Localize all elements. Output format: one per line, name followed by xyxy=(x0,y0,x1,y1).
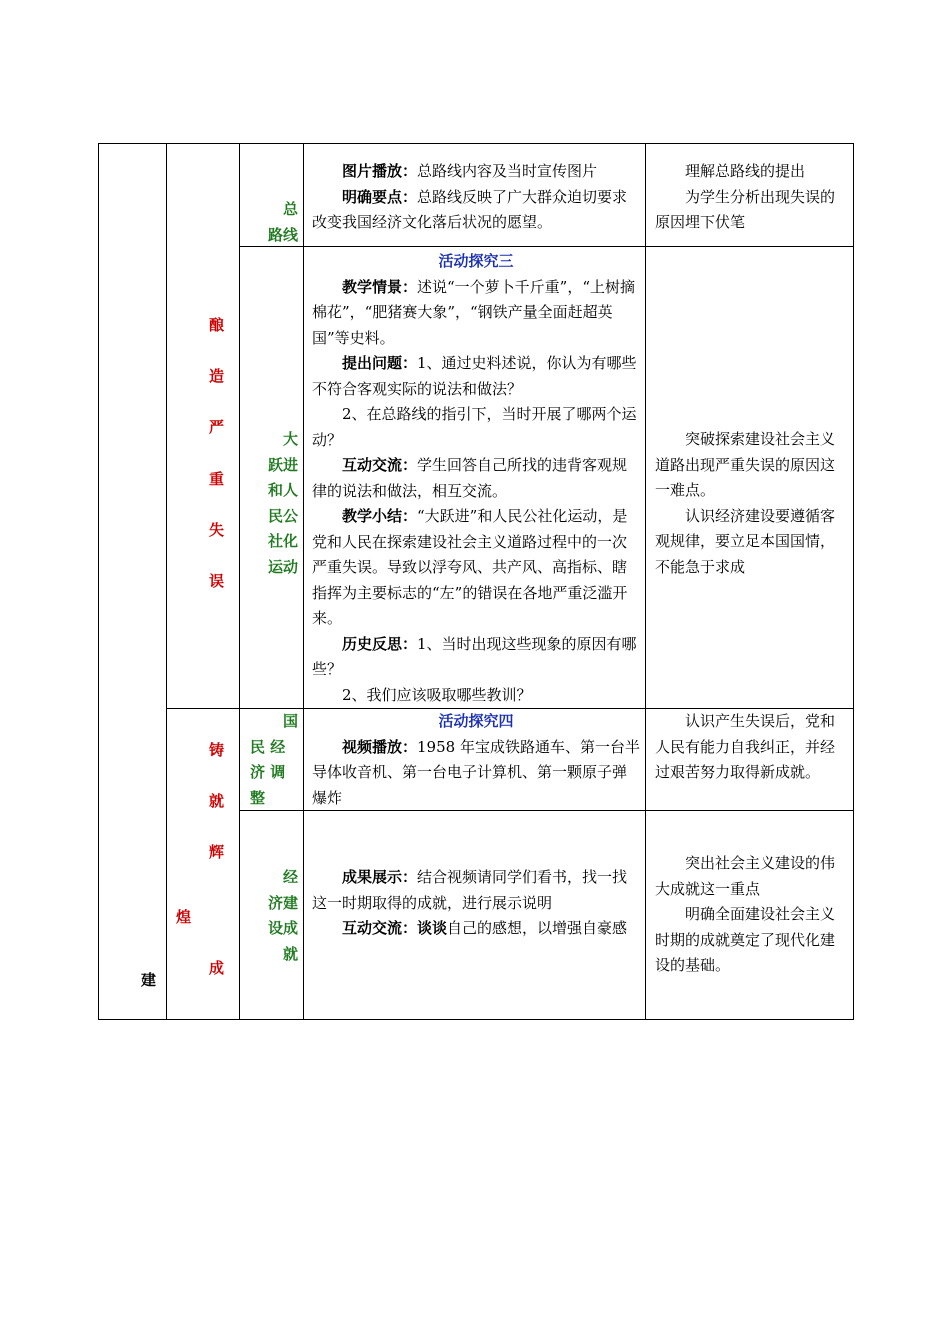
content-paragraph xyxy=(312,504,640,632)
goal-paragraph: 突出社会主义建设的伟大成就这一重点 xyxy=(655,854,836,898)
para-label: 互动交流： xyxy=(342,456,418,474)
para-text: 2、在总路线的指引下，当时开展了哪两个运动？ xyxy=(312,405,637,449)
para-label: 图片播放： xyxy=(342,162,418,180)
activity-title: 活动探究三 xyxy=(438,252,514,270)
content-paragraph xyxy=(312,351,640,402)
topic-line: 路线 xyxy=(267,225,298,244)
para-text: 结合视频请同学们看书，找一找这一时期取得的成就，进行展示说明 xyxy=(312,868,628,912)
col-divider-3 xyxy=(303,143,304,1020)
stage-char: 就 xyxy=(209,792,225,811)
goal-paragraph: 为学生分析出现失误的原因埋下伏笔 xyxy=(655,187,836,231)
table-border-top xyxy=(98,143,854,144)
para-label: 成果展示： xyxy=(342,868,418,886)
content-paragraph xyxy=(312,735,640,812)
content-row-4 xyxy=(312,865,640,942)
stage-char: 造 xyxy=(209,367,225,386)
goal-row-2 xyxy=(655,427,845,580)
topic-line: 社化 xyxy=(267,532,298,550)
topic-general-line xyxy=(244,197,298,248)
table-border-left xyxy=(98,143,99,1020)
topic-line: 总 xyxy=(282,200,298,218)
topic-great-leap xyxy=(244,427,298,580)
para-label: 视频播放： xyxy=(342,737,418,756)
goal-paragraph: 认识产生失误后，党和人民有能力自我纠正，并经过艰苦努力取得新成就。 xyxy=(655,712,836,781)
topic-line: 国 xyxy=(282,712,298,730)
topic-line: 民 经 xyxy=(250,737,286,756)
para-label: 教学情景： xyxy=(342,277,418,296)
table-border-right xyxy=(853,143,854,1020)
stage-title-achievements xyxy=(209,725,229,879)
topic-line: 民公 xyxy=(267,506,298,525)
topic-line: 和人 xyxy=(267,481,298,499)
goal-paragraph: 认识经济建设要遵循客观规律，要立足本国国情，不能急于求成 xyxy=(655,506,836,576)
stage-char: 重 xyxy=(209,469,225,488)
lesson-table xyxy=(98,143,854,1020)
row-divider-1 xyxy=(239,246,854,247)
stage-char: 失 xyxy=(209,520,225,539)
para-label: 提出问题： xyxy=(342,354,418,372)
topic-line: 经 xyxy=(282,868,298,886)
topic-line: 济 调 xyxy=(250,763,286,781)
para-text: 自己的感想，以增强自豪感 xyxy=(447,919,628,937)
content-paragraph xyxy=(312,402,640,453)
content-row-3 xyxy=(312,709,640,811)
para-label: 教学小结： xyxy=(342,507,418,525)
para-text: 1、通过史料述说，你认为有哪些不符合客观实际的说法和做法？ xyxy=(312,354,637,398)
para-text: “大跃进”和人民公社化运动，是党和人民在探索建设社会主义道路过程中的一次严重失误。导致以浮夸风、共产风、高指标、瞎指挥为主要标志的“左”的错误在各地严重泛滥开来。 xyxy=(312,507,628,627)
para-label: 历史反思： xyxy=(342,634,418,653)
topic-line: 设成 xyxy=(267,919,298,937)
topic-line: 就 xyxy=(282,944,298,963)
col-divider-4 xyxy=(645,143,646,1020)
table-border-bottom xyxy=(98,1019,854,1020)
activity-title: 活动探究四 xyxy=(438,712,514,730)
goal-paragraph: 明确全面建设社会主义时期的成就奠定了现代化建设的基础。 xyxy=(655,905,836,974)
goal-row-1 xyxy=(655,159,845,236)
para-text: 总路线内容及当时宣传图片 xyxy=(417,162,598,180)
stage-char: 煌 xyxy=(176,908,192,926)
para-text: 1、当时出现这些现象的原因有哪些？ xyxy=(312,634,637,678)
para-text: 述说“一个萝卜千斤重”，“上树摘棉花”，“肥猪赛大象”，“钢铁产量全面赶超英国”等史料。 xyxy=(312,277,636,347)
topic-line: 大 xyxy=(282,430,298,448)
stage-char: 误 xyxy=(209,572,225,591)
stage-title-mistakes xyxy=(209,300,229,607)
topic-economic-achievements xyxy=(244,865,298,967)
content-paragraph xyxy=(312,185,640,236)
goal-row-4 xyxy=(655,851,845,979)
para-text: 2、我们应该吸取哪些教训？ xyxy=(342,685,532,704)
stage-char: 成 xyxy=(209,959,225,977)
content-paragraph xyxy=(312,275,640,352)
content-paragraph xyxy=(312,632,640,683)
stage-char: 辉 xyxy=(209,843,225,862)
content-row-1 xyxy=(312,159,640,236)
col-divider-2 xyxy=(239,143,240,1020)
para-label: 互动交流：谈谈 xyxy=(342,919,448,937)
goal-row-3 xyxy=(655,709,845,786)
para-label: 明确要点： xyxy=(342,187,418,206)
content-paragraph xyxy=(312,683,640,709)
topic-line: 运动 xyxy=(267,557,298,576)
content-paragraph xyxy=(312,159,640,185)
para-text: 1958 年宝成铁路通车、第一台半导体收音机、第一台电子计算机、第一颗原子弹爆炸 xyxy=(312,737,640,807)
col-divider-1 xyxy=(166,143,167,1020)
stage-char: 铸 xyxy=(209,741,225,759)
topic-line: 济建 xyxy=(267,893,298,912)
topic-economic-adjustment xyxy=(244,709,298,811)
section-label: 建 xyxy=(141,971,157,989)
goal-paragraph: 理解总路线的提出 xyxy=(685,162,806,180)
content-paragraph xyxy=(312,865,640,916)
content-paragraph xyxy=(312,916,640,942)
content-row-2 xyxy=(312,249,640,708)
topic-line: 跃进 xyxy=(267,455,298,474)
stage-char: 严 xyxy=(209,418,225,437)
stage-char: 酿 xyxy=(209,316,225,334)
goal-paragraph: 突破探索建设社会主义道路出现严重失误的原因这一难点。 xyxy=(655,430,836,499)
para-text: 学生回答自己所找的违背客观规律的说法和做法，相互交流。 xyxy=(312,456,628,500)
content-paragraph xyxy=(312,453,640,504)
topic-line: 整 xyxy=(250,788,266,807)
para-text: 总路线反映了广大群众迫切要求改变我国经济文化落后状况的愿望。 xyxy=(312,187,628,231)
